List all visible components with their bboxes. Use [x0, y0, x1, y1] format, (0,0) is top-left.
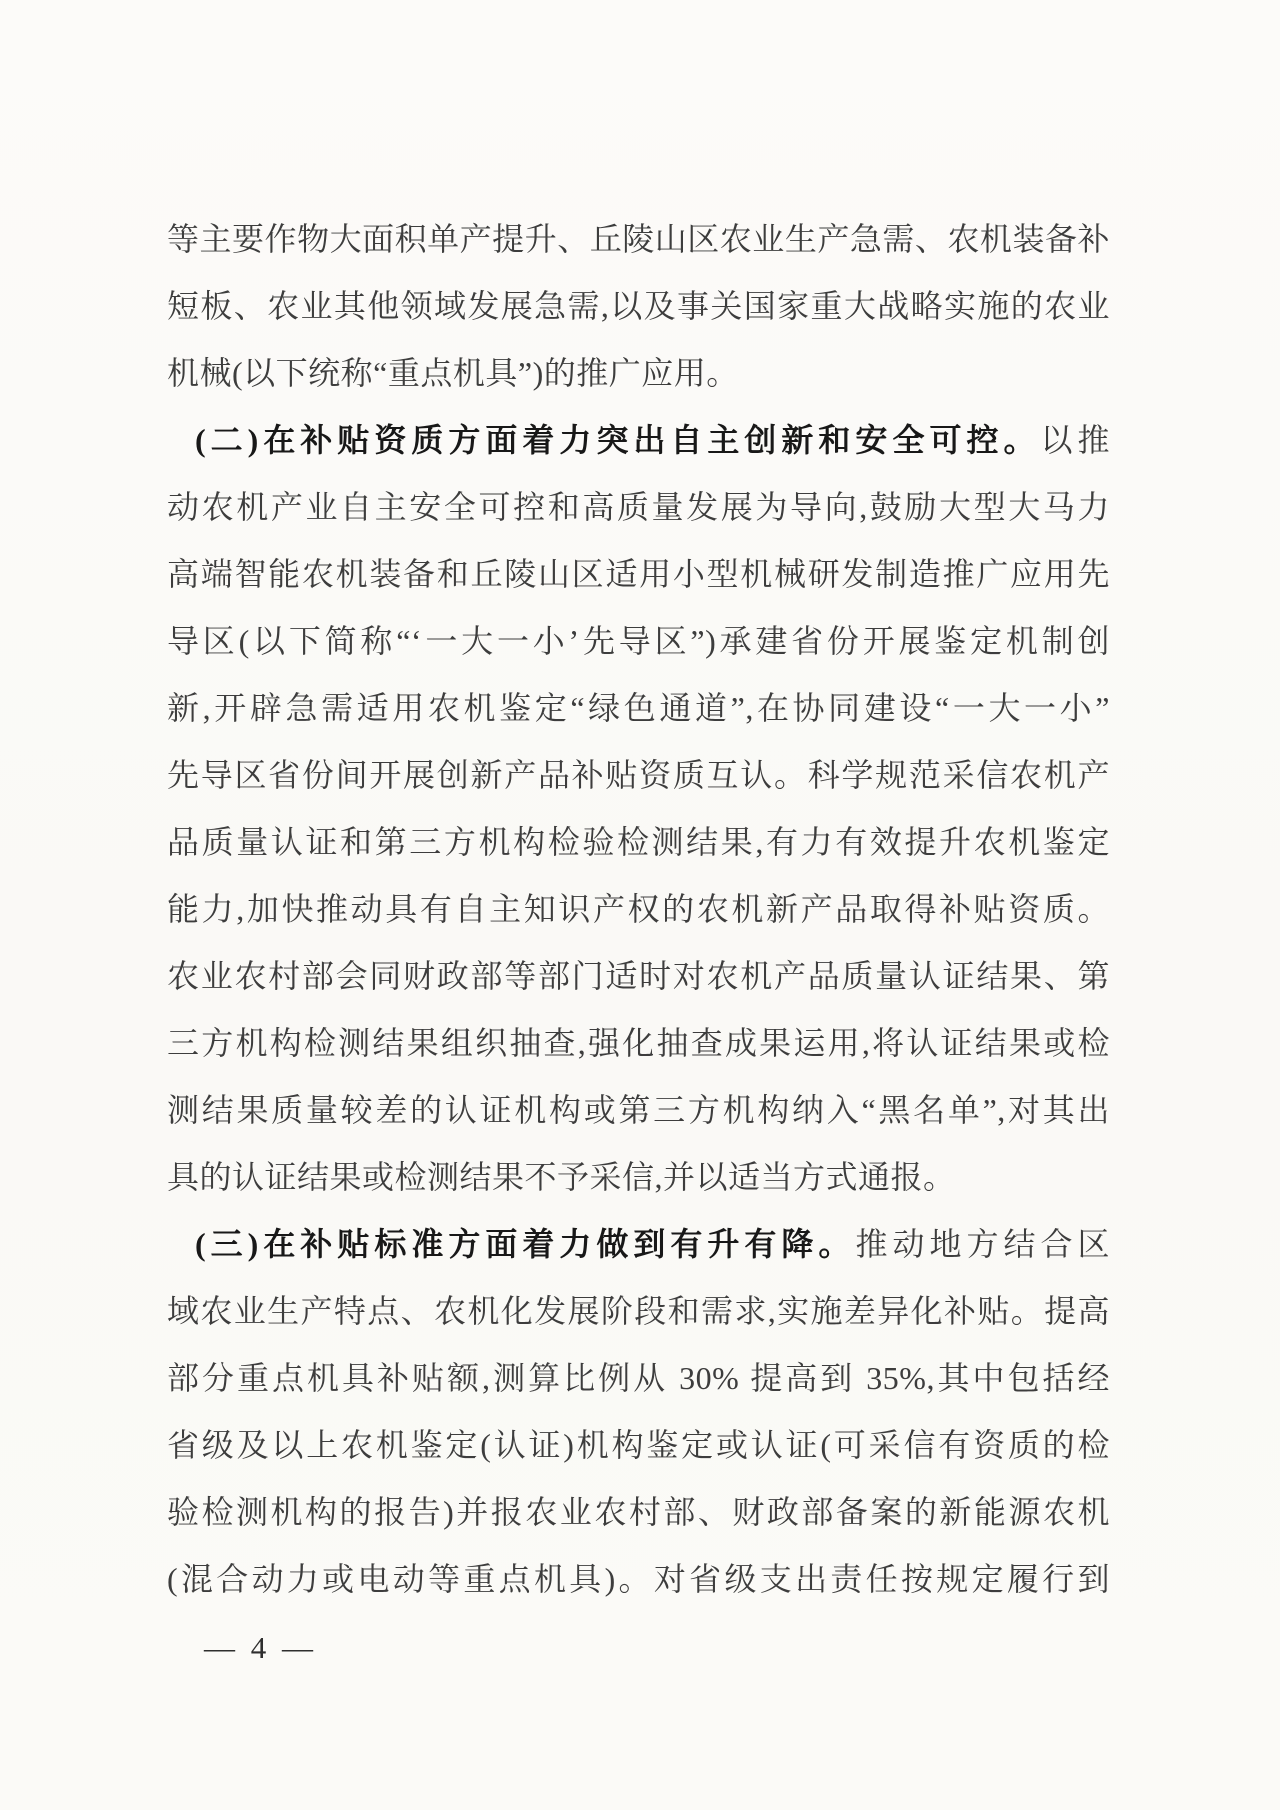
line-text: 三方机构检测结果组织抽查,强化抽查成果运用,将认证结果或检: [167, 1025, 1110, 1061]
text-line: [167, 1345, 1110, 1412]
line-text: 验检测机构的报告)并报农业农村部、财政部备案的新能源农机: [167, 1494, 1110, 1530]
text-line: [167, 474, 1110, 541]
text-line: [167, 1479, 1110, 1546]
line-text: 省级及以上农机鉴定(认证)机构鉴定或认证(可采信有资质的检: [167, 1427, 1110, 1463]
line-text: 短板、农业其他领域发展急需,以及事关国家重大战略实施的农业: [167, 288, 1110, 324]
section-heading: (三)在补贴标准方面着力做到有升有降。: [195, 1226, 856, 1262]
text-line: [167, 943, 1110, 1010]
line-text: 新,开辟急需适用农机鉴定“绿色通道”,在协同建设“一大一小”: [167, 690, 1110, 726]
text-line: [167, 273, 1110, 340]
line-text: 导区(以下简称“‘一大一小’先导区”)承建省份开展鉴定机制创: [167, 623, 1110, 659]
text-line: [167, 340, 1110, 407]
line-text: 域农业生产特点、农机化发展阶段和需求,实施差异化补贴。提高: [167, 1293, 1110, 1329]
page-number: — 4 —: [204, 1630, 317, 1665]
line-text: 动农机产业自主安全可控和高质量发展为导向,鼓励大型大马力: [167, 489, 1110, 525]
text-line: [167, 407, 1110, 474]
text-line: [167, 1278, 1110, 1345]
line-text: 高端智能农机装备和丘陵山区适用小型机械研发制造推广应用先: [167, 556, 1110, 592]
line-text: 农业农村部会同财政部等部门适时对农机产品质量认证结果、第: [167, 958, 1110, 994]
text-line: [167, 541, 1110, 608]
line-text: 测结果质量较差的认证机构或第三方机构纳入“黑名单”,对其出: [167, 1092, 1110, 1128]
text-line: [167, 876, 1110, 943]
line-text: 能力,加快推动具有自主知识产权的农机新产品取得补贴资质。: [167, 891, 1110, 927]
text-line: [167, 1077, 1110, 1144]
line-text: 以推: [1040, 422, 1110, 458]
line-text: 具的认证结果或检测结果不予采信,并以适当方式通报。: [167, 1159, 956, 1195]
text-line: [167, 1010, 1110, 1077]
line-text: 机械(以下统称“重点机具”)的推广应用。: [167, 355, 739, 391]
line-text: 部分重点机具补贴额,测算比例从 30% 提高到 35%,其中包括经: [167, 1360, 1110, 1396]
text-line: [167, 1412, 1110, 1479]
document-body: [167, 206, 1110, 1613]
line-text: 品质量认证和第三方机构检验检测结果,有力有效提升农机鉴定: [167, 824, 1110, 860]
section-heading: (二)在补贴资质方面着力突出自主创新和安全可控。: [195, 422, 1041, 458]
text-line: [167, 1144, 1110, 1211]
line-text: 推动地方结合区: [855, 1226, 1110, 1262]
line-text: 等主要作物大面积单产提升、丘陵山区农业生产急需、农机装备补: [167, 221, 1110, 257]
text-line: [167, 608, 1110, 675]
text-line: [167, 742, 1110, 809]
text-line: [167, 206, 1110, 273]
line-text: 先导区省份间开展创新产品补贴资质互认。科学规范采信农机产: [167, 757, 1110, 793]
line-text: (混合动力或电动等重点机具)。对省级支出责任按规定履行到: [167, 1561, 1110, 1597]
text-line: [167, 675, 1110, 742]
text-line: [167, 809, 1110, 876]
text-line: [167, 1211, 1110, 1278]
text-line: [167, 1546, 1110, 1613]
